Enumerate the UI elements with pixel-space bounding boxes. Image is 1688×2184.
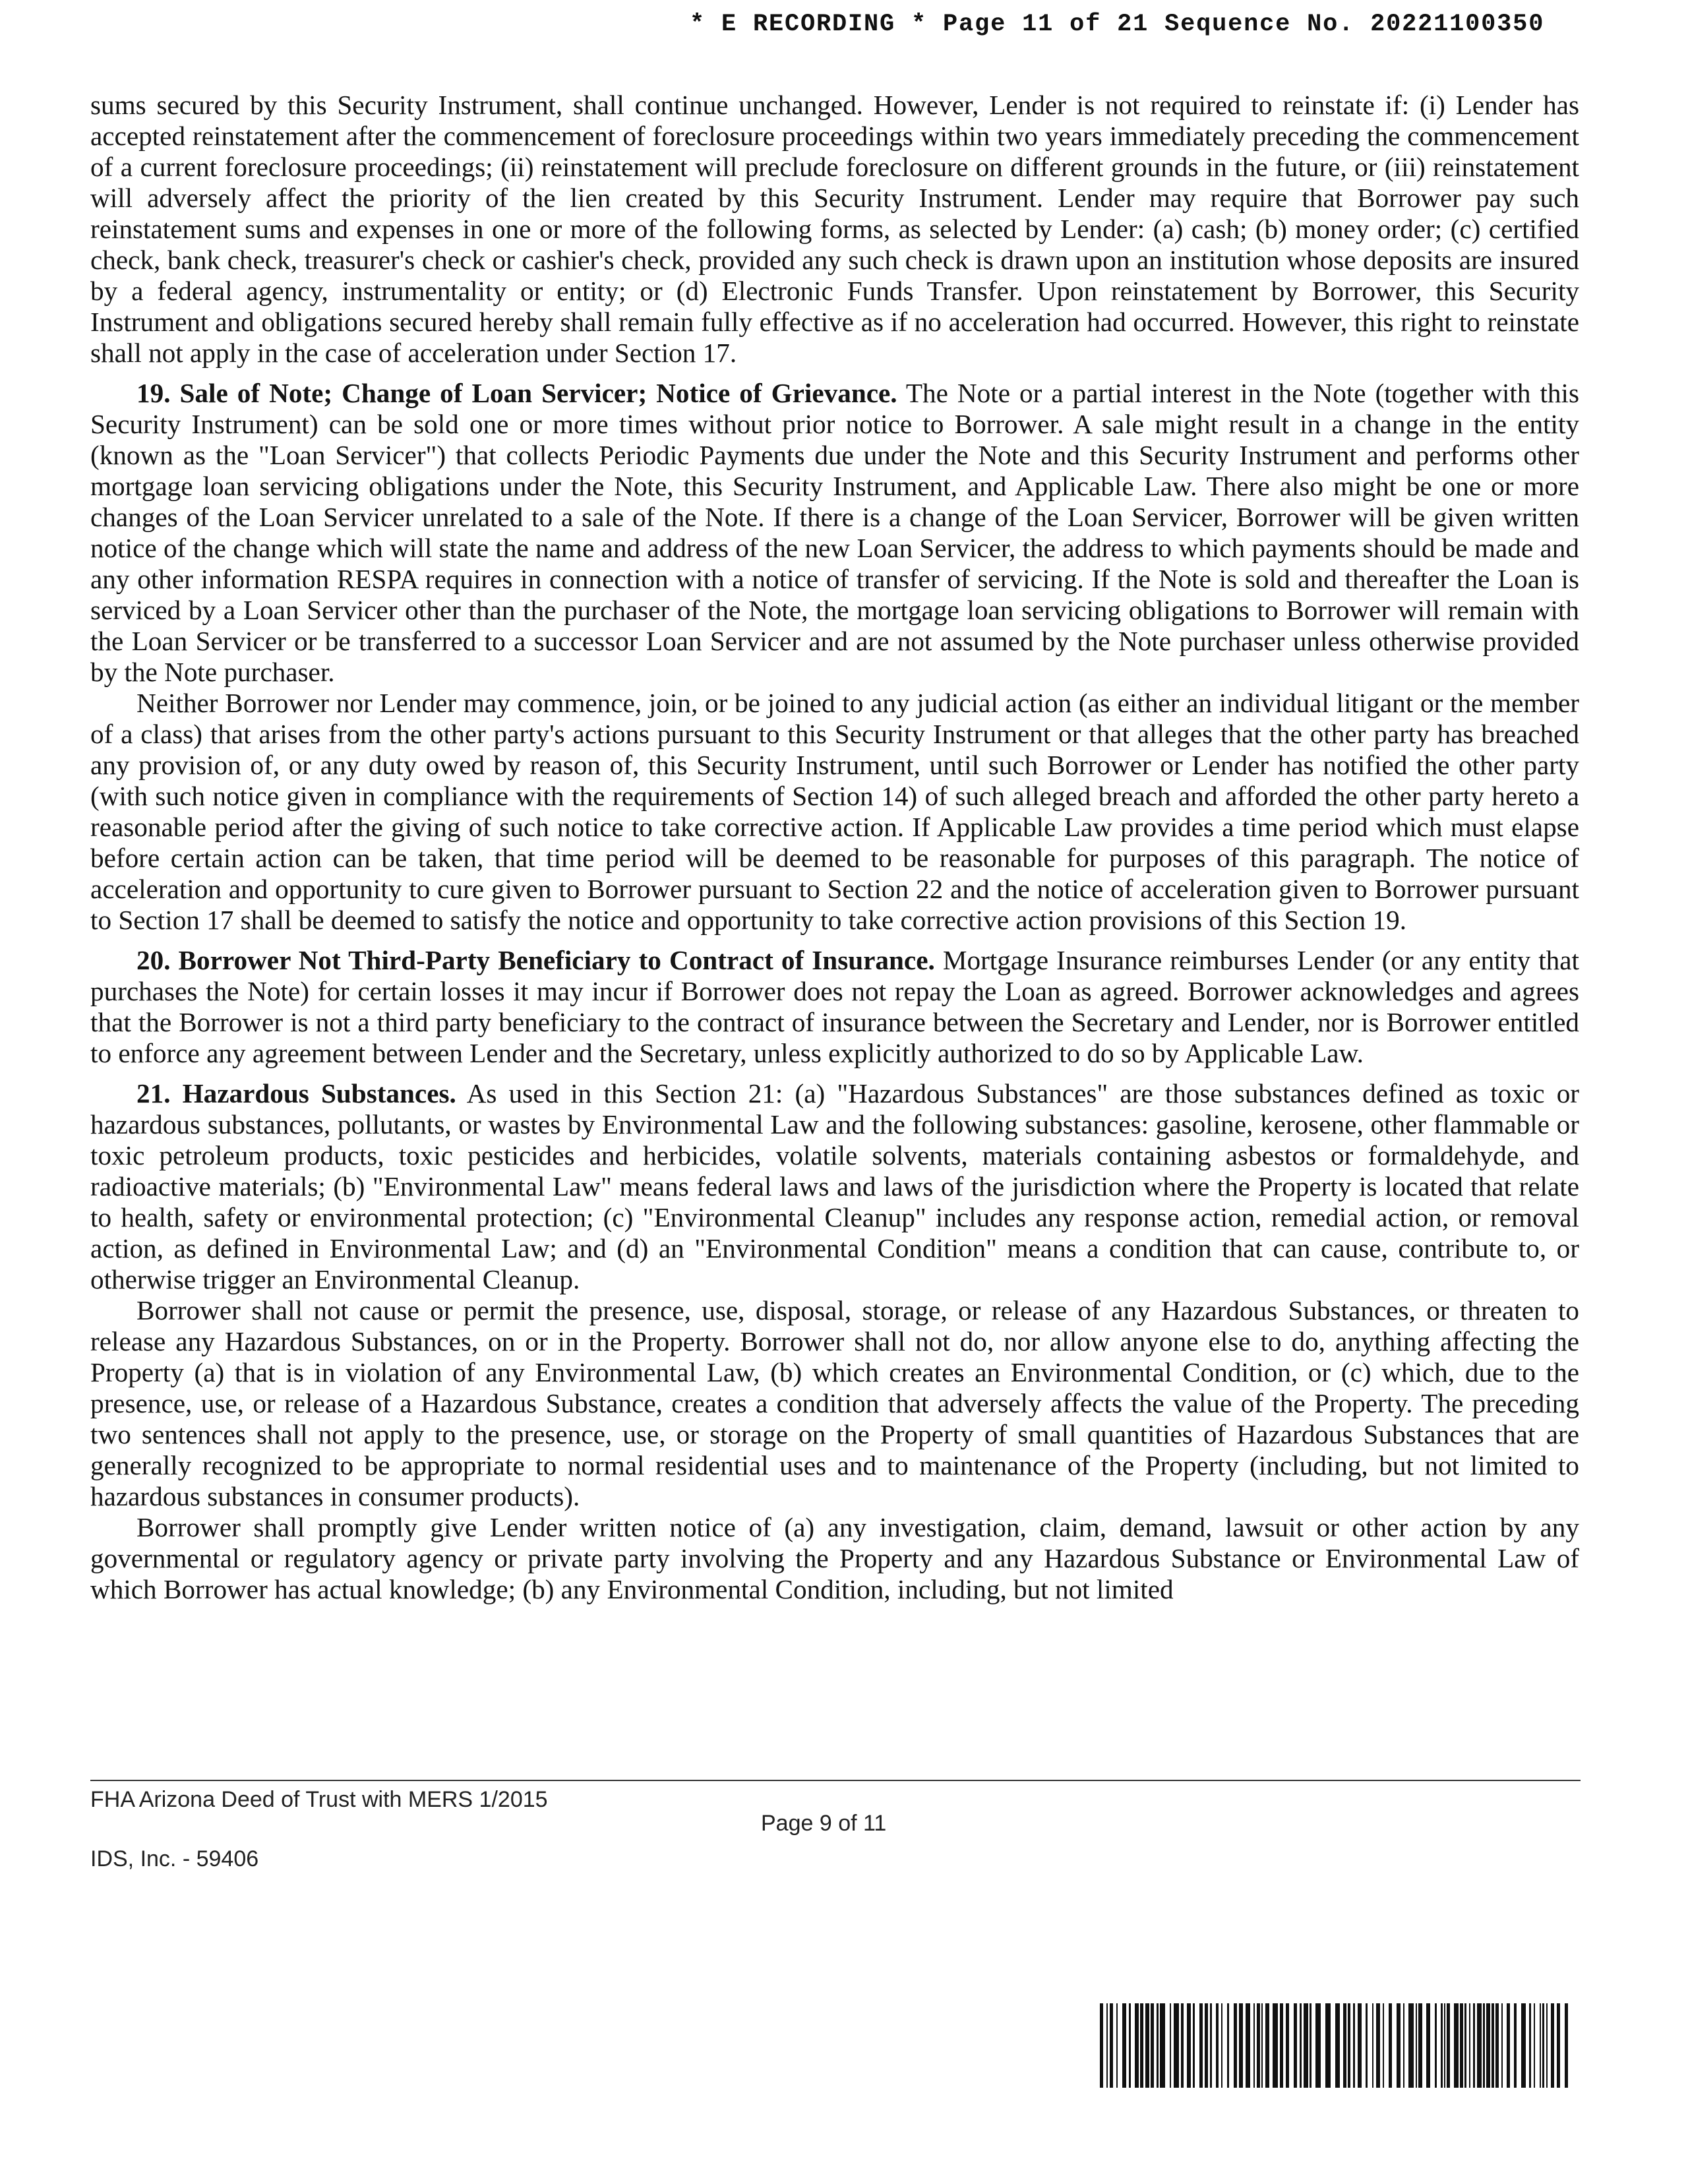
barcode-icon xyxy=(1100,2003,1573,2088)
recording-stamp: * E RECORDING * Page 11 of 21 Sequence No. 20221100350 xyxy=(690,11,1545,38)
vendor-id: IDS, Inc. - 59406 xyxy=(90,1846,259,1871)
section-21-heading: 21. Hazardous Substances. xyxy=(136,1078,456,1108)
section-19-text: The Note or a partial interest in the Note (together with this Security Instrument) can be sold one or more times without prior notice to Borrower. A sale might result in a change in the entity (known as the "Loan Servicer") that collects Periodic Payments due under the Note and this Security Instrument and performs other mortgage loan servicing obligations under the Note, this Security Instrument, and Applicable Law. There also might be one or more changes of the Loan Servicer unrelated to a sale of the Note. If there is a change of the Loan Servicer, Borrower will be given written notice of the change which will state the name and address of the new Loan Servicer, the address to which payments should be made and any other information RESPA requires in connection with a notice of transfer of servicing. If the Note is sold and thereafter the Loan is serviced by a Loan Servicer other than the purchaser of the Note, the mortgage loan servicing obligations to Borrower will remain with the Loan Servicer or be transferred to a successor Loan Servicer and are not assumed by the Note purchaser unless otherwise provided by the Note purchaser. xyxy=(90,378,1579,687)
section-20-paragraph xyxy=(90,945,1579,1069)
section-21-paragraph-3: Borrower shall promptly give Lender written notice of (a) any investigation, claim, demand, lawsuit or other action by any governmental or regulatory agency or private party involving the Property and any Hazardous Substance or Environmental Law of which Borrower has actual knowledge; (b) any Environmental Condition, including, but not limited xyxy=(90,1512,1579,1604)
section-20-text: Mortgage Insurance reimburses Lender (or any entity that purchases the Note) for certain losses it may incur if Borrower does not repay the Loan as agreed. Borrower acknowledges and agrees that the Borrower is not a third party beneficiary to the contract of insurance between the Secretary and Lender, nor is Borrower entitled to enforce any agreement between Lender and the Secretary, unless explicitly authorized to do so by Applicable Law. xyxy=(90,945,1580,1068)
section-21-paragraph xyxy=(90,1078,1579,1295)
document-body xyxy=(90,90,1579,1605)
form-name: FHA Arizona Deed of Trust with MERS 1/2015 xyxy=(90,1787,548,1812)
page-number: Page 9 of 11 xyxy=(761,1811,887,1836)
section-21-paragraph-2: Borrower shall not cause or permit the presence, use, disposal, storage, or release of any Hazardous Substances, or threaten to release any Hazardous Substances, on or in the Property. Borrower shall not do, nor allow anyone else to do, anything affecting the Property (a) that is in violation of any Environmental Law, (b) which creates an Environmental Condition, or (c) which, due to the presence, use, or release of a Hazardous Substance, creates a condition that adversely affects the value of the Property. The preceding two sentences shall not apply to the presence, use, or storage on the Property of small quantities of Hazardous Substances that are generally recognized to be appropriate to normal residential uses and to maintenance of the Property (including, but not limited to hazardous substances in consumer products). xyxy=(90,1295,1579,1511)
section-19-heading: 19. Sale of Note; Change of Loan Servicer; Notice of Grievance. xyxy=(136,378,897,408)
section-19-paragraph-2: Neither Borrower nor Lender may commence, join, or be joined to any judicial action (as either an individual litigant or the member of a class) that arises from the other party's actions pursuant to this Security Instrument or that alleges that the other party has breached any provision of, or any duty owed by reason of, this Security Instrument, until such Borrower or Lender has notified the other party (with such notice given in compliance with the requirements of Section 14) of such alleged breach and afforded the other party hereto a reasonable period after the giving of such notice to take corrective action. If Applicable Law provides a time period which must elapse before certain action can be taken, that time period will be deemed to be reasonable for purposes of this paragraph. The notice of acceleration and opportunity to cure given to Borrower pursuant to Section 22 and the notice of acceleration given to Borrower pursuant to Section 17 shall be deemed to satisfy the notice and opportunity to take corrective action provisions of this Section 19. xyxy=(90,688,1579,935)
section-20-heading: 20. Borrower Not Third-Party Beneficiary to Contract of Insurance. xyxy=(136,945,935,975)
section-21-text: As used in this Section 21: (a) "Hazardous Substances" are those substances defined as toxic or hazardous substances, pollutants, or wastes by Environmental Law and the following substances: gasoline, kerosene, other flammable or toxic petroleum products, toxic pesticides and herbicides, volatile solvents, materials containing asbestos or formaldehyde, and radioactive materials; (b) "Environmental Law" means federal laws and laws of the jurisdiction where the Property is located that relate to health, safety or environmental protection; (c) "Environmental Cleanup" includes any response action, remedial action, or removal action, as defined in Environmental Law; and (d) an "Environmental Condition" means a condition that can cause, contribute to, or otherwise trigger an Environmental Cleanup. xyxy=(90,1078,1579,1294)
continuation-paragraph: sums secured by this Security Instrument, shall continue unchanged. However, Lender is not required to reinstate if: (i) Lender has accepted reinstatement after the commencement of foreclosure proceedings within two years immediately preceding the commencement of a current foreclosure proceedings; (ii) reinstatement will preclude foreclosure on different grounds in the future, or (iii) reinstatement will adversely affect the priority of the lien created by this Security Instrument. Lender may require that Borrower pay such reinstatement sums and expenses in one or more of the following forms, as selected by Lender: (a) cash; (b) money order; (c) certified check, bank check, treasurer's check or cashier's check, provided any such check is drawn upon an institution whose deposits are insured by a federal agency, instrumentality or entity; or (d) Electronic Funds Transfer. Upon reinstatement by Borrower, this Security Instrument and obligations secured hereby shall remain fully effective as if no acceleration had occurred. However, this right to reinstate shall not apply in the case of acceleration under Section 17. xyxy=(90,90,1579,368)
footer-divider xyxy=(90,1780,1581,1781)
section-19-paragraph xyxy=(90,378,1579,688)
